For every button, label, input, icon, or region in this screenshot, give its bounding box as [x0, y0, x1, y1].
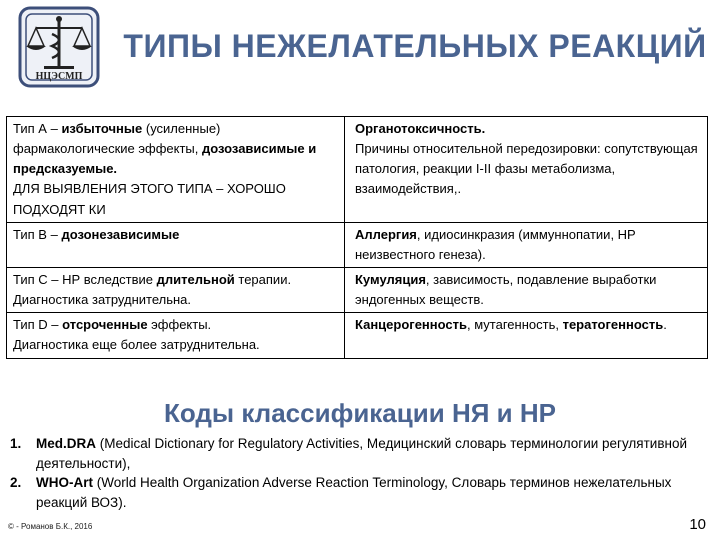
cell-text: Диагностика еще более затруднительна.	[13, 337, 260, 353]
bold-term: дозозависимые и предсказуемые.	[13, 141, 317, 177]
table-cell	[345, 117, 708, 223]
table-row	[7, 267, 708, 312]
table-cell	[345, 267, 708, 312]
cell-text: Диагностика затруднительна.	[13, 292, 192, 308]
bold-term: длительной	[156, 271, 235, 287]
cell-text: , зависимость, подавление выработки эндогенных веществ.	[355, 271, 657, 308]
codes-list	[10, 434, 710, 512]
code-name: Med.DRA	[36, 436, 96, 451]
bold-term: Кумуляция	[355, 271, 426, 287]
cell-text: Причины относительной передозировки: сопутствующая патология, реакции I-II фазы метаболизма, взаимодействия,.	[355, 141, 698, 197]
section-title: Коды классификации НЯ и НР	[164, 398, 556, 428]
cell-text: , идиосинкразия (иммуннопатии, НР неизвестного генеза).	[355, 226, 636, 262]
table-cell	[7, 222, 345, 267]
dash-text: –	[47, 317, 63, 333]
cell-text: (усиленные) фармакологические эффекты,	[13, 121, 221, 157]
type-label: Тип А	[13, 121, 47, 136]
bold-term: отсроченные	[62, 317, 148, 333]
list-item	[10, 473, 710, 512]
code-name: WHO-Art	[36, 475, 93, 491]
table-cell	[345, 313, 708, 358]
table-row	[7, 117, 708, 223]
bold-term: избыточные	[61, 121, 143, 136]
table-row	[7, 222, 708, 267]
cell-text: , мутагенность,	[467, 317, 563, 333]
type-label: Тип С	[13, 271, 48, 287]
cell-text: .	[663, 317, 667, 333]
cell-text: – НР вследствие	[47, 271, 157, 287]
cell-text: эффекты.	[147, 317, 212, 333]
page-title: ТИПЫ НЕЖЕЛАТЕЛЬНЫХ РЕАКЦИЙ	[123, 28, 707, 64]
dash-text: –	[46, 226, 62, 242]
list-number: 1.	[10, 436, 22, 451]
bold-term: Аллергия	[355, 226, 417, 242]
table-cell	[7, 313, 345, 358]
dash-text: –	[46, 121, 62, 136]
cell-text: ДЛЯ ВЫЯВЛЕНИЯ ЭТОГО ТИПА – ХОРОШО ПОДХОДЯТ КИ	[13, 181, 286, 217]
code-description: (Medical Dictionary for Regulatory Activities, Медицинский словарь терминологии регулятивной деятельности),	[36, 436, 688, 471]
type-label: Тип D	[13, 317, 48, 333]
reaction-types-table	[6, 116, 708, 359]
bold-term: дозонезависимые	[61, 226, 180, 242]
table-cell	[345, 222, 708, 267]
list-number: 2.	[10, 475, 22, 491]
table-cell	[7, 267, 345, 312]
table-cell	[7, 117, 345, 223]
logo-text: НЦЭСМП	[35, 71, 83, 82]
table-row	[7, 313, 708, 358]
cell-text: терапии.	[234, 271, 292, 287]
list-item	[10, 434, 710, 473]
code-description: (World Health Organization Adverse Reaction Terminology, Словарь терминов нежелательных реакций ВОЗ).	[36, 475, 672, 510]
page-number: 10	[689, 516, 706, 533]
type-label: Тип В	[13, 226, 47, 242]
bold-term: тератогенность	[562, 317, 664, 333]
bold-term: Органотоксичность.	[355, 121, 486, 136]
copyright-text: © - Романов Б.К., 2016	[8, 522, 93, 531]
bold-term: Канцерогенность	[355, 317, 467, 333]
